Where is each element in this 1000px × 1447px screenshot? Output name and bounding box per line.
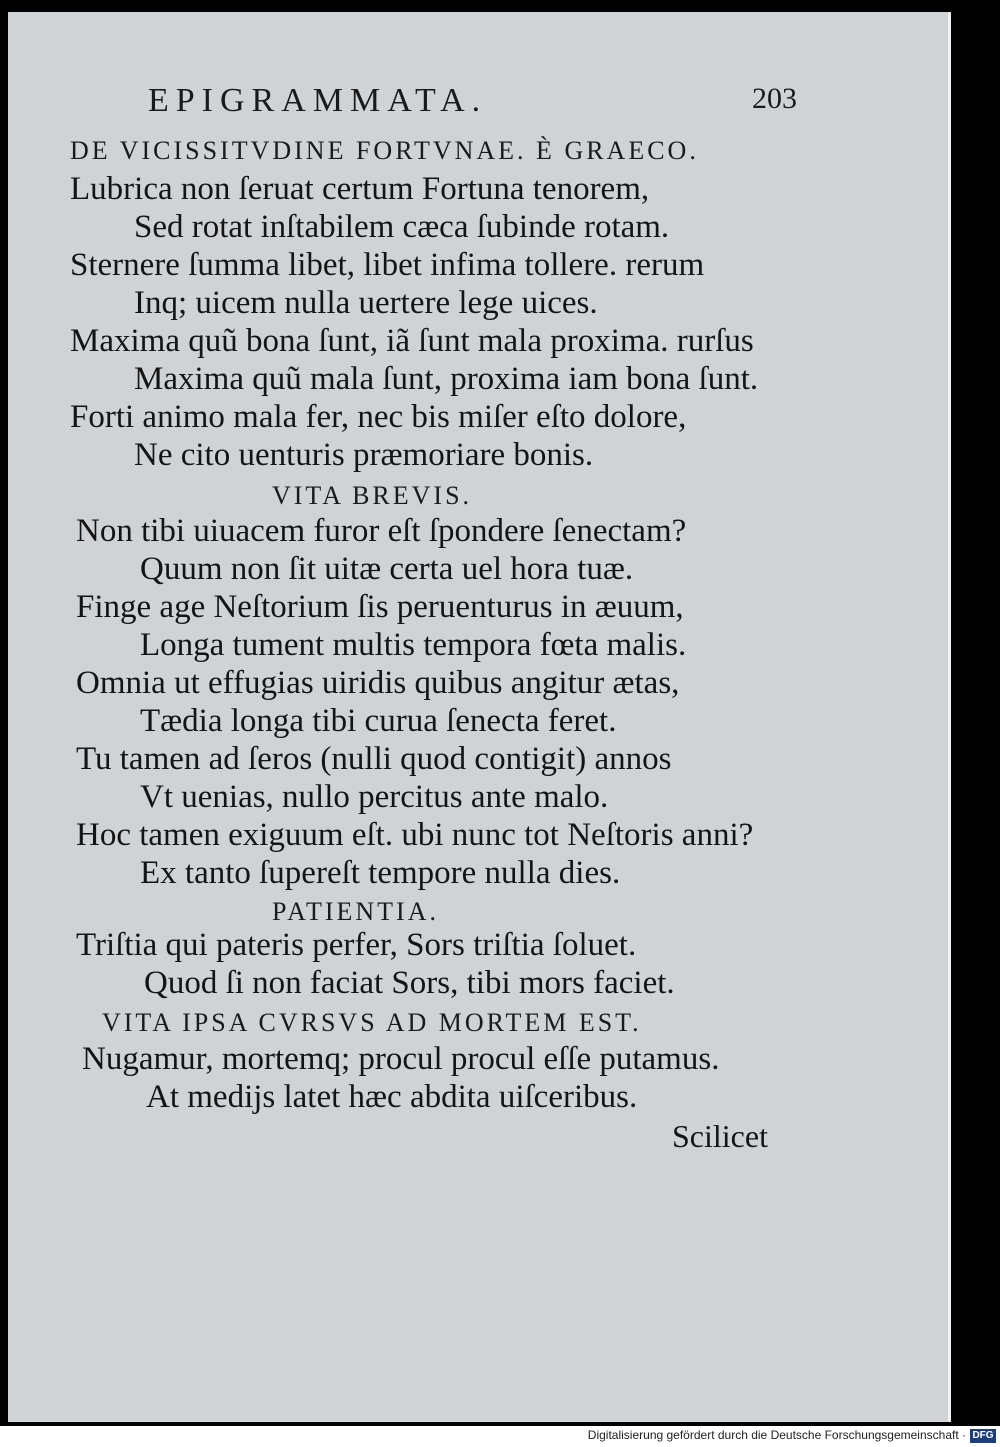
- verse-line: Tædia longa tibi curua ſenecta feret.: [140, 703, 617, 739]
- section-heading: DE VICISSITVDINE FORTVNAE. È GRAECO.: [70, 136, 699, 165]
- verse-line: Non tibi uiuacem furor eſt ſpondere ſenectam?: [76, 513, 687, 549]
- page-edge: [948, 14, 951, 1420]
- verse-line: Ne cito uenturis præmoriare bonis.: [134, 437, 594, 473]
- verse-line: Sed rotat inſtabilem cæca ſubinde rotam.: [134, 209, 670, 245]
- digitization-credit: Digitalisierung gefördert durch die Deutsche Forschungsgemeinschaft ·: [587, 1428, 966, 1442]
- verse-line: Lubrica non ſeruat certum Fortuna tenorem,: [70, 171, 650, 207]
- catchword: Scilicet: [672, 1118, 768, 1154]
- verse-line: Ex tanto ſupereſt tempore nulla dies.: [140, 855, 621, 891]
- verse-line: Sternere ſumma libet, libet infima tollere. rerum: [70, 247, 705, 283]
- verse-line: Triſtia qui pateris perfer, Sors triſtia ſoluet.: [76, 927, 637, 963]
- verse-line: At medijs latet hæc abdita uiſceribus.: [146, 1079, 638, 1115]
- verse-line: Nugamur, mortemq; procul procul eſſe putamus.: [82, 1041, 720, 1077]
- verse-line: Forti animo mala fer, nec bis miſer eſto dolore,: [70, 399, 687, 435]
- running-title: EPIGRAMMATA.: [148, 82, 488, 119]
- section-heading: VITA BREVIS.: [272, 481, 473, 510]
- verse-line: Inq; uicem nulla uertere lege uices.: [134, 285, 598, 321]
- verse-line: Maxima quũ mala ſunt, proxima iam bona ſunt.: [134, 361, 759, 397]
- verse-line: Hoc tamen exiguum eſt. ubi nunc tot Neſtoris anni?: [76, 817, 754, 853]
- verse-line: Tu tamen ad ſeros (nulli quod contigit) annos: [76, 741, 672, 777]
- verse-line: Longa tument multis tempora fœta malis.: [140, 627, 687, 663]
- verse-line: Quod ſi non faciat Sors, tibi mors faciet.: [144, 965, 675, 1001]
- verse-line: Vt uenias, nullo percitus ante malo.: [140, 779, 609, 815]
- footer-bar: [0, 1426, 1000, 1447]
- section-heading: VITA IPSA CVRSVS AD MORTEM EST.: [102, 1008, 642, 1037]
- verse-line: Quum non ſit uitæ certa uel hora tuæ.: [140, 551, 634, 587]
- verse-line: Omnia ut effugias uiridis quibus angitur ætas,: [76, 665, 680, 701]
- verse-line: Finge age Neſtorium ſis peruenturus in æuum,: [76, 589, 684, 625]
- verse-line: Maxima quũ bona ſunt, iã ſunt mala proxima. rurſus: [70, 323, 754, 359]
- page-number: 203: [752, 82, 797, 115]
- section-heading: PATIENTIA.: [272, 897, 439, 926]
- dfg-logo-icon: DFG: [970, 1429, 996, 1443]
